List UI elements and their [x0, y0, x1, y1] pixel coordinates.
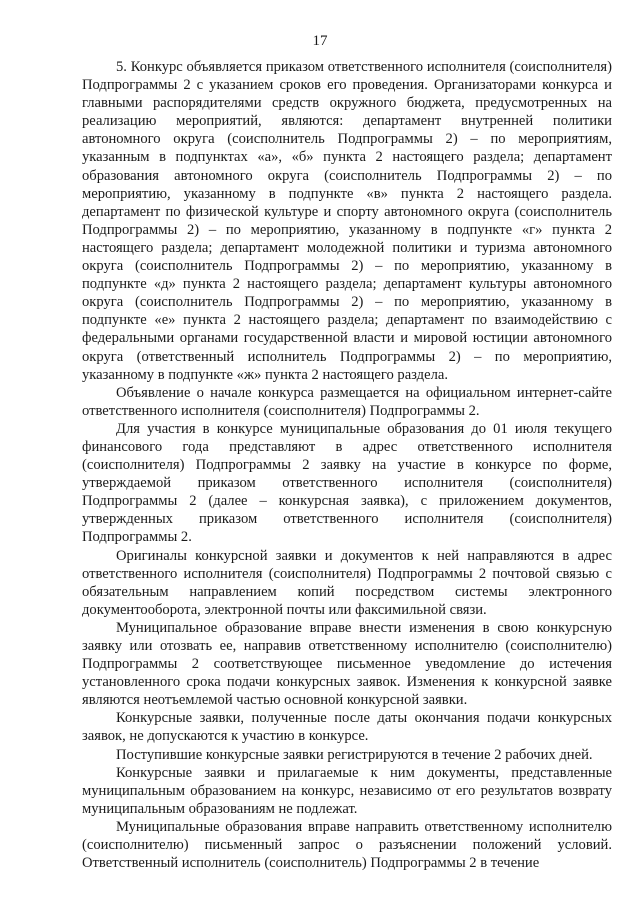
paragraph-announcement-publication: Объявление о начале конкурса размещается на официальном интернет-сайте ответственного исполнителя (соисполнителя) Подпрограммы 2. — [82, 384, 612, 419]
document-body — [82, 58, 612, 872]
paragraph-application-changes: Муниципальное образование вправе внести изменения в свою конкурсную заявку или отозвать ее, направив ответственному исполнителю (соисполнителю) Подпрограммы 2 соответствующее письменное уведомление до истечения установленного срока подачи конкурсных заявок. Изменения к конкурсной заявке являются неотъемлемой частью основной конкурсной заявки. — [82, 619, 612, 709]
paragraph-competition-announcement: 5. Конкурс объявляется приказом ответственного исполнителя (соисполнителя) Подпрограммы 2 с указанием сроков его проведения. Организаторами конкурса и главными распорядителями средств окружного бюджета, предусмотренных на реализацию мероприятий, являются: департамент внутренней политики автономного округа (соисполнитель Подпрограммы 2) – по мероприятиям, указанным в подпунктах «а», «б» пункта 2 настоящего раздела; департамент образования автономного округа (соисполнитель Подпрограммы 2) – по мероприятию, указанному в подпункте «в» пункта 2 настоящего раздела. департамент по физической культуре и спорту автономного округа (соисполнитель Подпрограммы 2) – по мероприятию, указанному в подпункте «г» пункта 2 настоящего раздела; департамент молодежной политики и туризма автономного округа (соисполнитель Подпрограммы 2) – по мероприятию, указанному в подпункте «д» пункта 2 настоящего раздела; департамент культуры автономного округа (соисполнитель Подпрограммы 2) – по мероприятию, указанному в подпункте «е» пункта 2 настоящего раздела; департамент по взаимодействию с федеральными органами государственной власти и мировой юстиции автономного округа (ответственный исполнитель Подпрограммы 2) – по мероприятию, указанному в подпункте «ж» пункта 2 настоящего раздела. — [82, 59, 612, 383]
paragraph-clarification-request: Муниципальные образования вправе направить ответственному исполнителю (соисполнителю) письменный запрос о разъяснении положений условий. Ответственный исполнитель (соисполнитель) Подпрограммы 2 в течение — [82, 818, 612, 872]
paragraph-originals-delivery: Оригиналы конкурсной заявки и документов к ней направляются в адрес ответственного исполнителя (соисполнителя) Подпрограммы 2 почтовой связью с обязательным направлением копий посредством системы электронного документооборота, электронной почты или факсимильной связи. — [82, 547, 612, 618]
paragraph-participation-application: Для участия в конкурсе муниципальные образования до 01 июля текущего финансового года представляют в адрес ответственного исполнителя (соисполнителя) Подпрограммы 2 заявку на участие в конкурсе по форме, утверждаемой приказом ответственного исполнителя (соисполнителя) Подпрограммы 2 (далее – конкурсная заявка), с приложением документов, утвержденных приказом ответственного исполнителя (соисполнителя) Подпрограммы 2. — [82, 420, 612, 546]
paragraph-late-applications: Конкурсные заявки, полученные после даты окончания подачи конкурсных заявок, не допускаются к участию в конкурсе. — [82, 710, 612, 745]
paragraph-registration: Поступившие конкурсные заявки регистрируются в течение 2 рабочих дней. — [116, 746, 593, 763]
page-number: 17 — [312, 33, 328, 49]
paragraph-no-return: Конкурсные заявки и прилагаемые к ним документы, представленные муниципальным образованием на конкурс, независимо от его результатов возврату муниципальным образованиям не подлежат. — [82, 764, 612, 817]
